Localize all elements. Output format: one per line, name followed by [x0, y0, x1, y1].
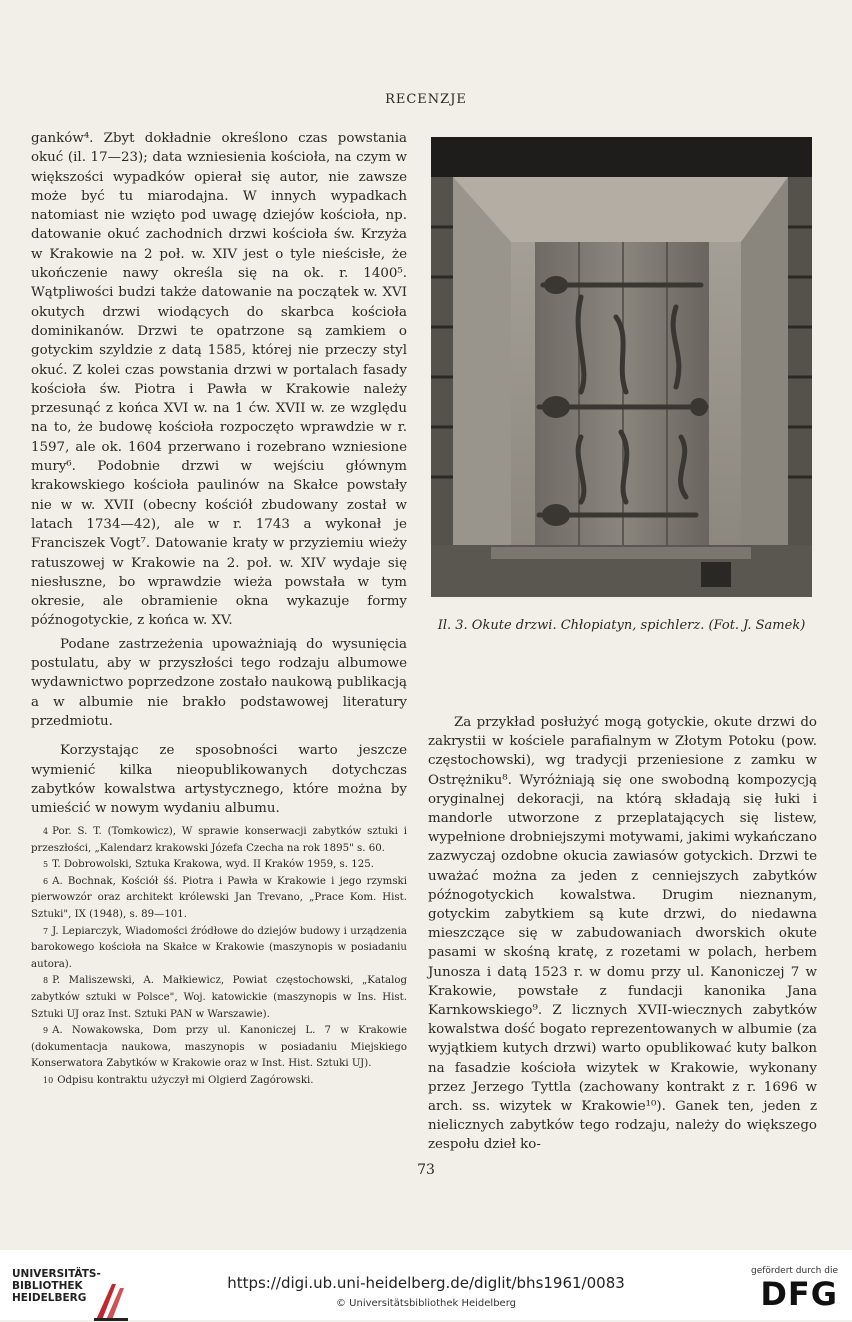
footnotes	[31, 824, 407, 1090]
footnote: 5 T. Dobrowolski, Sztuka Krakowa, wyd. II Kraków 1959, s. 125.	[43, 859, 374, 871]
footnote: 10 Odpisu kontraktu użyczył mi Olgierd Zagórowski.	[43, 1074, 314, 1086]
left-paragraph-3: Korzystając ze sposobności warto jeszcze wymienić kilka nieopublikowanych dotychczas zabytków kowalstwa artystycznego, które można by umieścić w nowym wydaniu albumu.	[31, 743, 407, 817]
right-paragraph-1: Za przykład posłużyć mogą gotyckie, okute drzwi do zakrystii w kościele parafialnym w Złotym Potoku (pow. częstochowski), wg tradycji przeniesione z zamku w Ostrężniku⁸. Wyróżniają się one swobodną kompozycją oryginalnej dekoracji, na którą składają się łuki i mandorle utworzone z przeplatających się listew, wypełnione drobniejszymi motywami, jakimi wykańczano zazwyczaj ozdobne okucia zawiasów gotyckich. Drzwi te uważać można za jeden z cenniejszych zabytków późnogotyckich kowalstwa. Drugim nieznanym, gotyckim zabytkiem są kute drzwi, do niedawna mieszczące się w zabudowaniach dworskich okute pasami w skośną kratę, z rozetami w polach, herbem Junosza i datą 1523 r. w domu przy ul. Kanoniczej 7 w Krakowie, powstałe z fundacji kanonika Jana Karnkowskiego⁹. Z licznych XVII-wiecznych zabytków kowalstwa dość bogato reprezentowanych w albumie (za wyjątkiem kutych drzwi) warto opublikować kuty balkon na fasadzie kościoła wizytek w Krakowie, wykonany przez Jerzego Tyttla (zachowany kontrakt z r. 1696 w arch. ss. wizytek w Krakowie¹⁰). Ganek ten, jeden z nielicznych zabytków tego rodzaju, należy do większego zespołu dzieł ko-	[428, 715, 817, 1153]
footnote: 7 J. Lepiarczyk, Wiadomości źródłowe do dziejów budowy i urządzenia barokowego kościoła na Skałce w Krakowie (maszynopis w posiadaniu autora).	[31, 925, 407, 970]
figure-caption: Il. 3. Okute drzwi. Chłopiatyn, spichlerz. (Fot. J. Samek)	[437, 618, 806, 633]
door-photo-illustration	[431, 137, 812, 597]
digitization-footer	[0, 1250, 852, 1320]
door-photograph	[431, 137, 812, 597]
institution-line: BIBLIOTHEK	[12, 1280, 83, 1292]
footnote: 6 A. Bochnak, Kościół śś. Piotra i Pawła w Krakowie i jego rzymski pierwowzór oraz architekt królewski Jan Trevano, „Prace Kom. Hist. Sztuki", IX (1948), s. 89—101.	[31, 875, 407, 920]
right-text-column	[428, 713, 817, 1155]
institution-line: UNIVERSITÄTS-	[12, 1268, 101, 1280]
footnote: 4 Por. S. T. (Tomkowicz), W sprawie konserwacji zabytków sztuki i przeszłości, „Kalendarz krakowski Józefa Czecha na rok 1895" s. 60.	[31, 826, 407, 854]
dfg-logo[interactable]	[748, 1266, 838, 1312]
permalink[interactable]: https://digi.ub.uni-heidelberg.de/diglit/bhs1961/0083	[227, 1274, 625, 1292]
left-text-column	[31, 129, 407, 818]
dfg-wordmark: DFG	[760, 1275, 838, 1313]
left-paragraph-2: Podane zastrzeżenia upoważniają do wysunięcia postulatu, aby w przyszłości tego rodzaju albumowe wydawnictwo poprzedzone zostało naukową publikacją a w albumie nie brakło podstawowej literatury przedmiotu.	[31, 636, 407, 729]
dfg-tagline: gefördert durch die	[751, 1266, 838, 1276]
copyright-notice: © Universitätsbibliothek Heidelberg	[335, 1298, 516, 1309]
footnote: 8 P. Maliszewski, A. Małkiewicz, Powiat częstochowski, „Katalog zabytków sztuki w Polsce", Woj. katowickie (maszynopis w Ins. Hist. Sztuki UJ oraz Inst. Sztuki PAN w Warszawie).	[31, 975, 407, 1020]
footnote: 9 A. Nowakowska, Dom przy ul. Kanoniczej L. 7 w Krakowie (dokumentacja naukowa, maszynopis w posiadaniu Miejskiego Konserwatora Zabytków w Krakowie oraz w Inst. Hist. Sztuki UJ).	[31, 1025, 407, 1070]
institution-line: HEIDELBERG	[12, 1292, 87, 1304]
left-paragraph-1: ganków⁴. Zbyt dokładnie określono czas powstania okuć (il. 17—23); data wzniesienia kościoła, na czym w większości wypadków opierał się autor, nie zawsze może być tu miarodajna. W innych wypadkach natomiast nie wzięto pod uwagę dziejów kościoła, np. datowanie okuć zachodnich drzwi kościoła św. Krzyża w Krakowie na 2 poł. w. XIV jest o tyle nieścisłe, że ukończenie nawy określa się na ok. r. 1400⁵. Wątpliwości budzi także datowanie na początek w. XVI okutych drzwi wiodących do skarbca kościoła dominikanów. Drzwi te opatrzone są zamkiem o gotyckim szyldzie z datą 1585, której nie przeczy styl okuć. Z kolei czas powstania drzwi w portalach fasady kościoła św. Piotra i Pawła w Krakowie należy przesunąć z końca XVI w. na 1 ćw. XVII w. ze względu na to, że budowę kościoła rozpoczęto wprawdzie w r. 1597, ale ok. 1604 przerwano i rozebrano wzniesione mury⁶. Podobnie drzwi w wejściu głównym krakowskiego kościoła paulinów na Skałce powstały nie w w. XVII (obecny kościół zbudowany został w latach 1734—42), ale w r. 1743 a wykonał je Franciszek Vogt⁷. Datowanie kraty w przyziemiu wieży ratuszowej w Krakowie na 2. poł. w. XIV wydaje się niesłuszne, bo wprawdzie wieża powstała w tym okresie, ale obramienie okna wykazuje formy późnogotyckie, z końca w. XV.	[31, 131, 407, 629]
page-number: 73	[417, 1162, 435, 1178]
running-header: RECENZJE	[385, 92, 467, 107]
